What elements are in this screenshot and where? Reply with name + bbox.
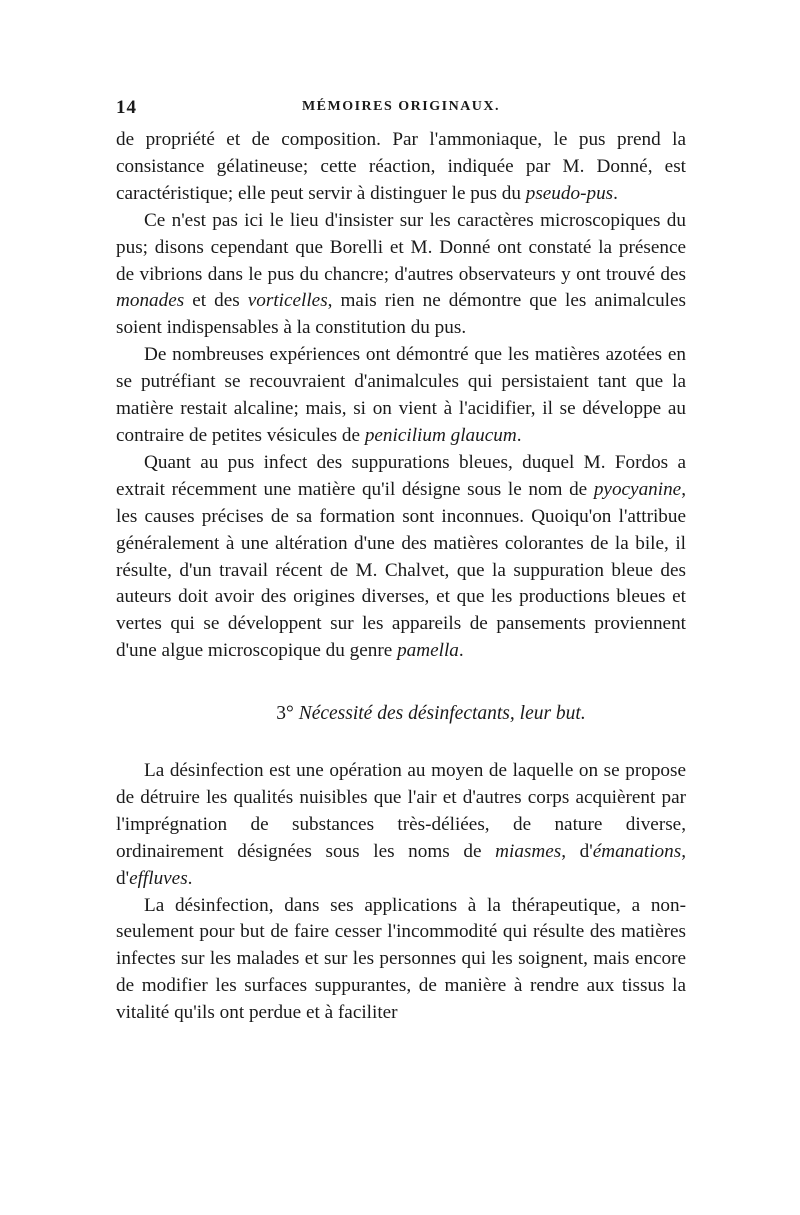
paragraph-microscopic: Ce n'est pas ici le lieu d'insister sur les caractères microscopiques du pus; disons cependant que Borelli et M. Donné ont constaté la présence de vibrions dans le pus du chancre; d'autres observateurs y ont trouvé des monades et des vorticelles, mais rien ne démontre que les animalcules soient indispensables à la constitution du pus. xyxy=(116,209,686,339)
paragraph-therapeutic: La désinfection, dans ses applications à la thérapeutique, a non-seulement pour but de faire cesser l'incommodité qui résulte des matières infectes sur les malades et sur les personnes qui les soignent, mais encore de modifier les surfaces suppurantes, de manière à rendre aux tissus la vitalité qu'ils ont perdue et à faciliter xyxy=(116,894,686,1024)
paragraph-definition: La désinfection est une opération au moyen de laquelle on se propose de détruire les qualités nuisibles que l'air et d'autres corps acquièrent par l'imprégnation de substances très-déliées, de nature diverse, ordinairement désignées sous les noms de miasmes, d'émanations, d'effluves. xyxy=(116,760,686,889)
paragraph-experiments: De nombreuses expériences ont démontré que les matières azotées en se putréfiant se recouvraient d'animalcules qui persistaient tant que la matière restait alcaline; mais, si on vient à l'acidifier, il se développe au contraire de petites vésicules de penicilium glaucum. xyxy=(116,344,686,446)
paragraph-blue-pus: Quant au pus infect des suppurations bleues, duquel M. Fordos a extrait récemment une matière qu'il désigne sous le nom de pyocyanine, les causes précises de sa formation sont inconnues. Quoiqu'on l'attribue généralement à une altération d'une des matières colorantes de la bile, il résulte, d'un travail récent de M. Chalvet, que la suppuration bleue des auteurs doit avoir des origines diverses, et que les productions bleues et vertes qui se développent sur les appareils de pansements proviennent d'une algue microscopique du genre pamella. xyxy=(116,451,686,662)
running-title: MÉMOIRES ORIGINAUX. xyxy=(301,99,501,114)
section-heading xyxy=(116,701,686,728)
section-number: 3° xyxy=(276,703,294,725)
section-title: Nécessité des désinfectants, leur but. xyxy=(298,703,586,725)
page-number: 14 xyxy=(116,97,137,118)
page-header xyxy=(116,97,686,121)
paragraph-continuation: de propriété et de composition. Par l'ammoniaque, le pus prend la consistance gélatineuse; cette réaction, indiquée par M. Donné, est caractéristique; elle peut servir à distinguer le pus du pseudo-pus. xyxy=(116,129,686,204)
page-body xyxy=(116,127,686,1027)
